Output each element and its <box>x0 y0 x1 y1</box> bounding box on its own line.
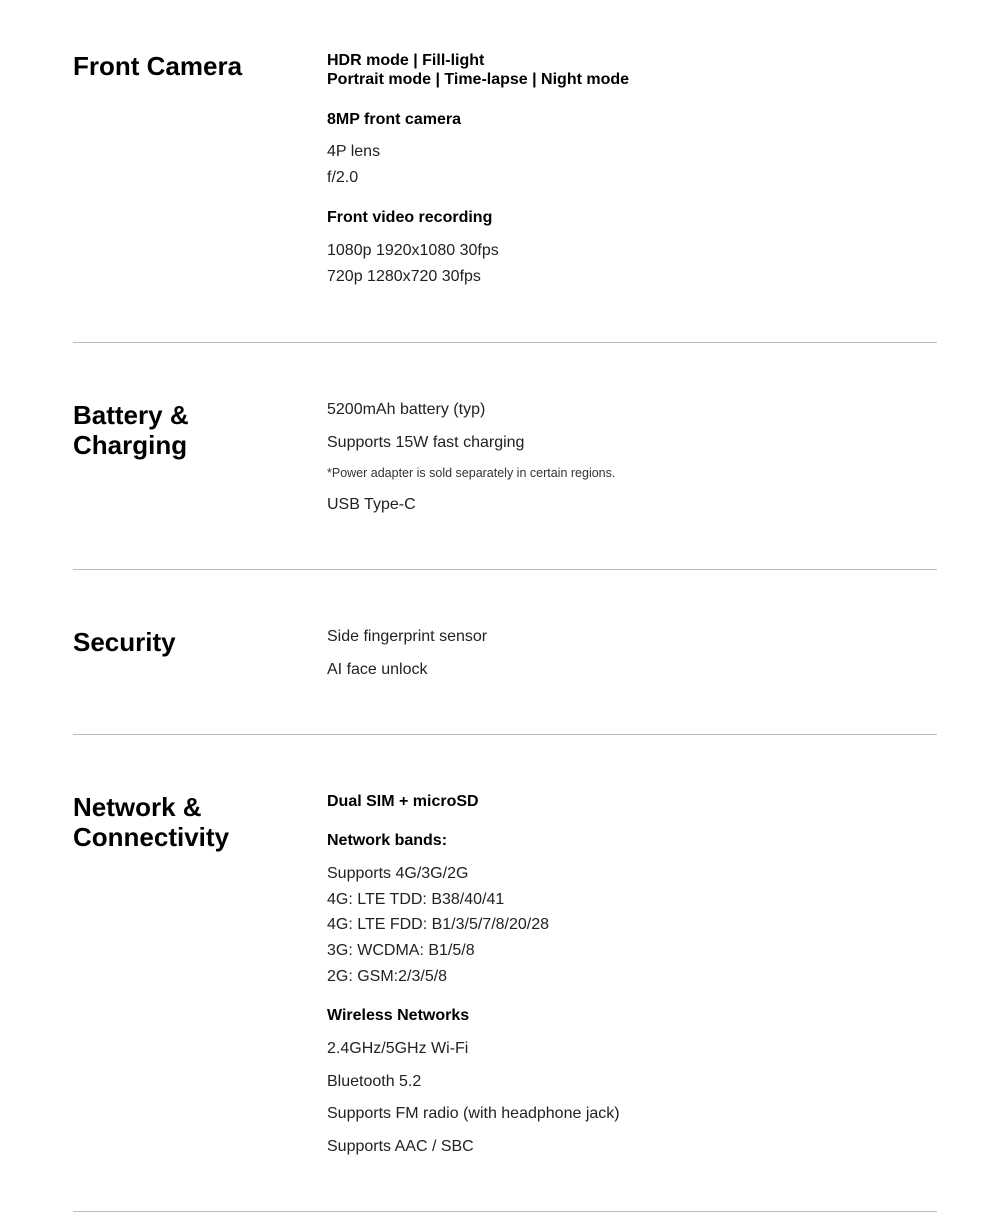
divider <box>73 569 937 570</box>
security-title-text: Security <box>73 627 176 657</box>
network-title-line2: Connectivity <box>73 822 230 852</box>
divider <box>73 734 937 735</box>
lens-spec: 4P lens <box>327 143 381 160</box>
wifi-spec: 2.4GHz/5GHz Wi-Fi <box>327 1040 469 1057</box>
battery-title-line2: Charging <box>73 430 188 460</box>
charging-spec: Supports 15W fast charging <box>327 434 525 451</box>
fm-radio-spec: Supports FM radio (with headphone jack) <box>327 1105 620 1122</box>
band-item: 2G: GSM:2/3/5/8 <box>327 968 448 985</box>
network-title <box>73 792 303 852</box>
wireless-heading: Wireless Networks <box>327 1007 470 1024</box>
network-title-line1: Network & <box>73 792 202 822</box>
front-camera-title <box>73 51 303 81</box>
battery-title-line1: Battery & <box>73 400 189 430</box>
bluetooth-spec: Bluetooth 5.2 <box>327 1073 422 1090</box>
band-item: 3G: WCDMA: B1/5/8 <box>327 942 475 959</box>
band-item: Supports 4G/3G/2G <box>327 865 469 882</box>
battery-capacity: 5200mAh battery (typ) <box>327 401 486 418</box>
fingerprint-spec: Side fingerprint sensor <box>327 628 488 645</box>
aperture-spec: f/2.0 <box>327 169 359 186</box>
front-camera-title-text: Front Camera <box>73 51 243 81</box>
camera-modes-line2: Portrait mode | Time-lapse | Night mode <box>327 71 630 88</box>
divider <box>73 1211 937 1212</box>
audio-codec-spec: Supports AAC / SBC <box>327 1138 474 1155</box>
band-item: 4G: LTE FDD: B1/3/5/7/8/20/28 <box>327 916 550 933</box>
front-video-heading: Front video recording <box>327 209 493 226</box>
usb-port-spec: USB Type-C <box>327 496 416 513</box>
adapter-note: *Power adapter is sold separately in certain regions. <box>327 466 616 480</box>
divider <box>73 342 937 343</box>
network-bands-heading: Network bands: <box>327 832 448 849</box>
security-title <box>73 627 303 657</box>
band-item: 4G: LTE TDD: B38/40/41 <box>327 891 505 908</box>
battery-title <box>73 400 303 460</box>
front-camera-heading: 8MP front camera <box>327 111 461 128</box>
sim-spec: Dual SIM + microSD <box>327 793 479 810</box>
video-720-spec: 720p 1280x720 30fps <box>327 268 481 285</box>
camera-modes-line1: HDR mode | Fill-light <box>327 52 485 69</box>
video-1080-spec: 1080p 1920x1080 30fps <box>327 242 499 259</box>
face-unlock-spec: AI face unlock <box>327 661 428 678</box>
